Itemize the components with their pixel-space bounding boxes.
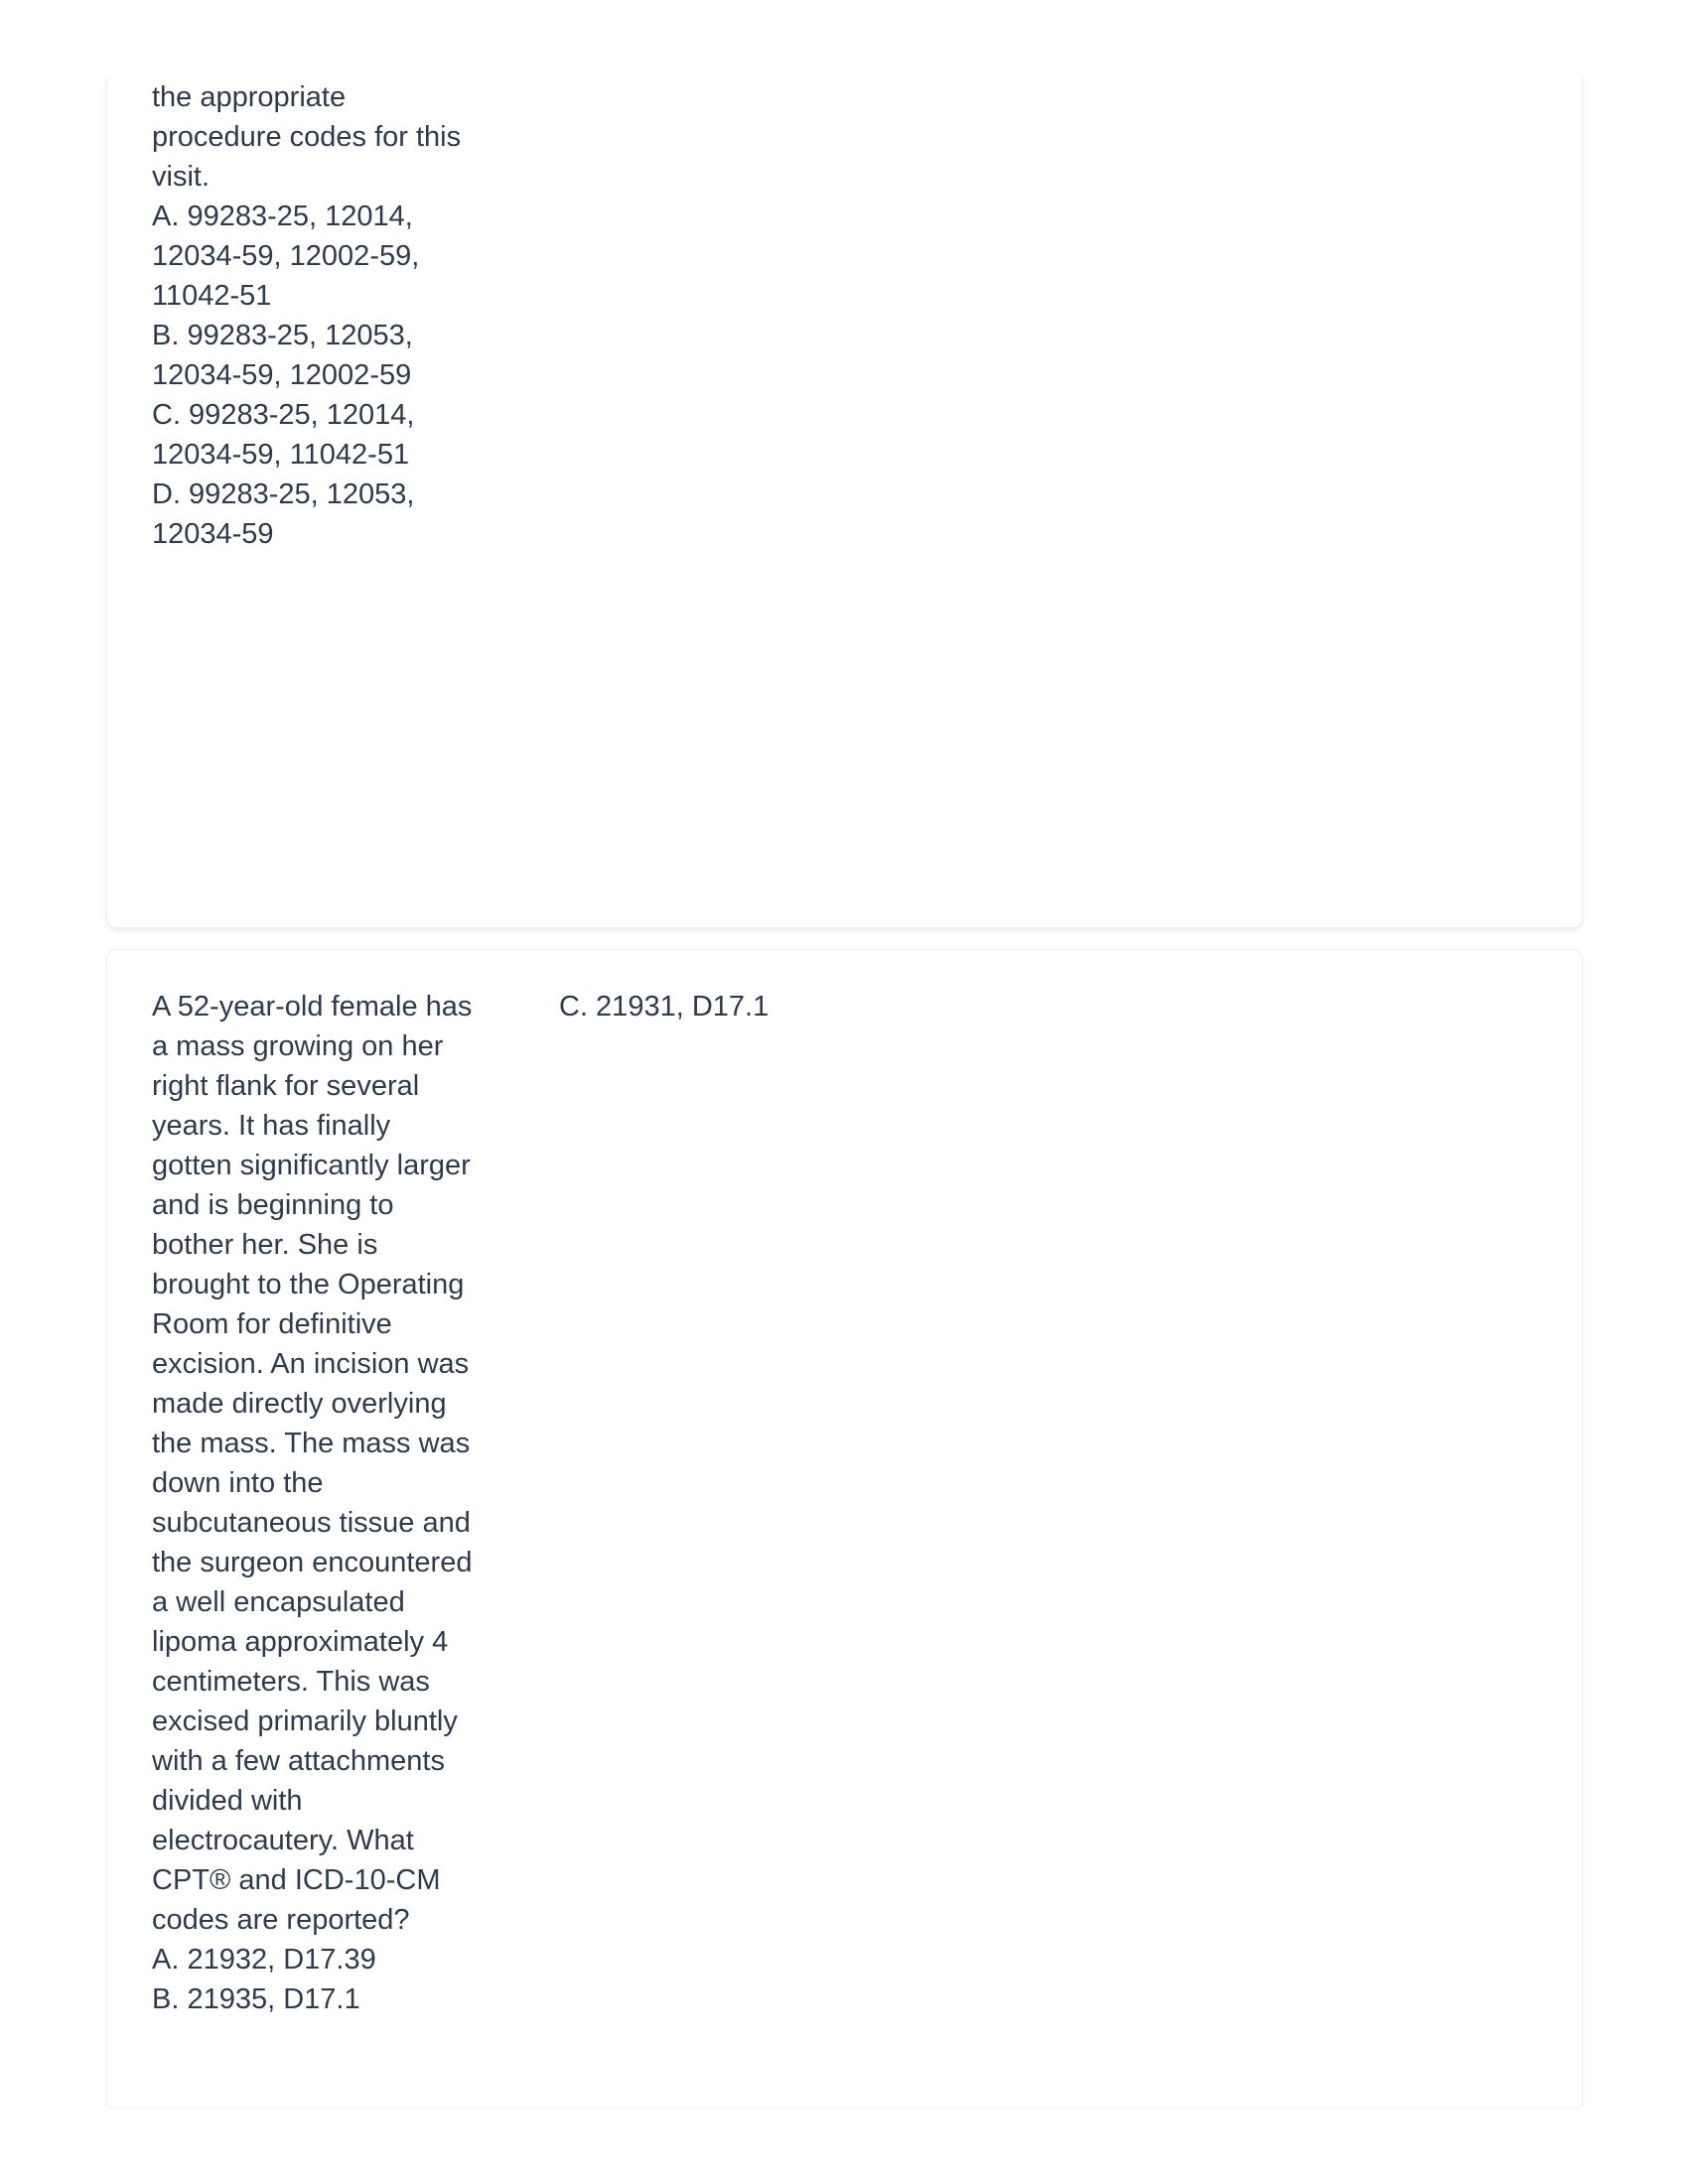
option-b-text: B. 99283-25, 12053, 12034-59, 12002-59: [152, 320, 413, 391]
question-intro-text: A 52-year-old female has a mass growing on her right flank for several years. It has finally gotten significantly larger and is beginning to bother her. She is brought to the Operating Room for definitive excision. An incision was made directly overlying the mass. The mass was down into the subcutaneous tissue and the surgeon encountered a well encapsulated lipoma approximately 4 centimeters. This was excised primarily bluntly with a few attachments divided with electrocautery. What CPT® and ICD-10-CM codes are reported?: [152, 991, 473, 1936]
question-card-continued: [106, 77, 1583, 928]
question-card-lipoma: [106, 949, 1583, 2107]
option-a-text: A. 99283-25, 12014, 12034-59, 12002-59, 11042-51: [152, 201, 420, 312]
question-intro-text: the appropriate procedure codes for this visit.: [152, 81, 462, 193]
option-d-text: D. 99283-25, 12053, 12034-59: [152, 478, 415, 550]
question-column: [152, 77, 476, 554]
option-c-text: C. 99283-25, 12014, 12034-59, 11042-51: [152, 399, 415, 471]
answer-text: C. 21931, D17.1: [559, 991, 770, 1023]
question-answer-row: [152, 77, 1537, 554]
question-column: [152, 987, 476, 2019]
question-answer-row: [152, 987, 1537, 2019]
option-a-text: A. 21932, D17.39: [152, 1944, 376, 1976]
answer-column: [559, 987, 769, 1026]
option-b-text: B. 21935, D17.1: [152, 1983, 360, 2015]
